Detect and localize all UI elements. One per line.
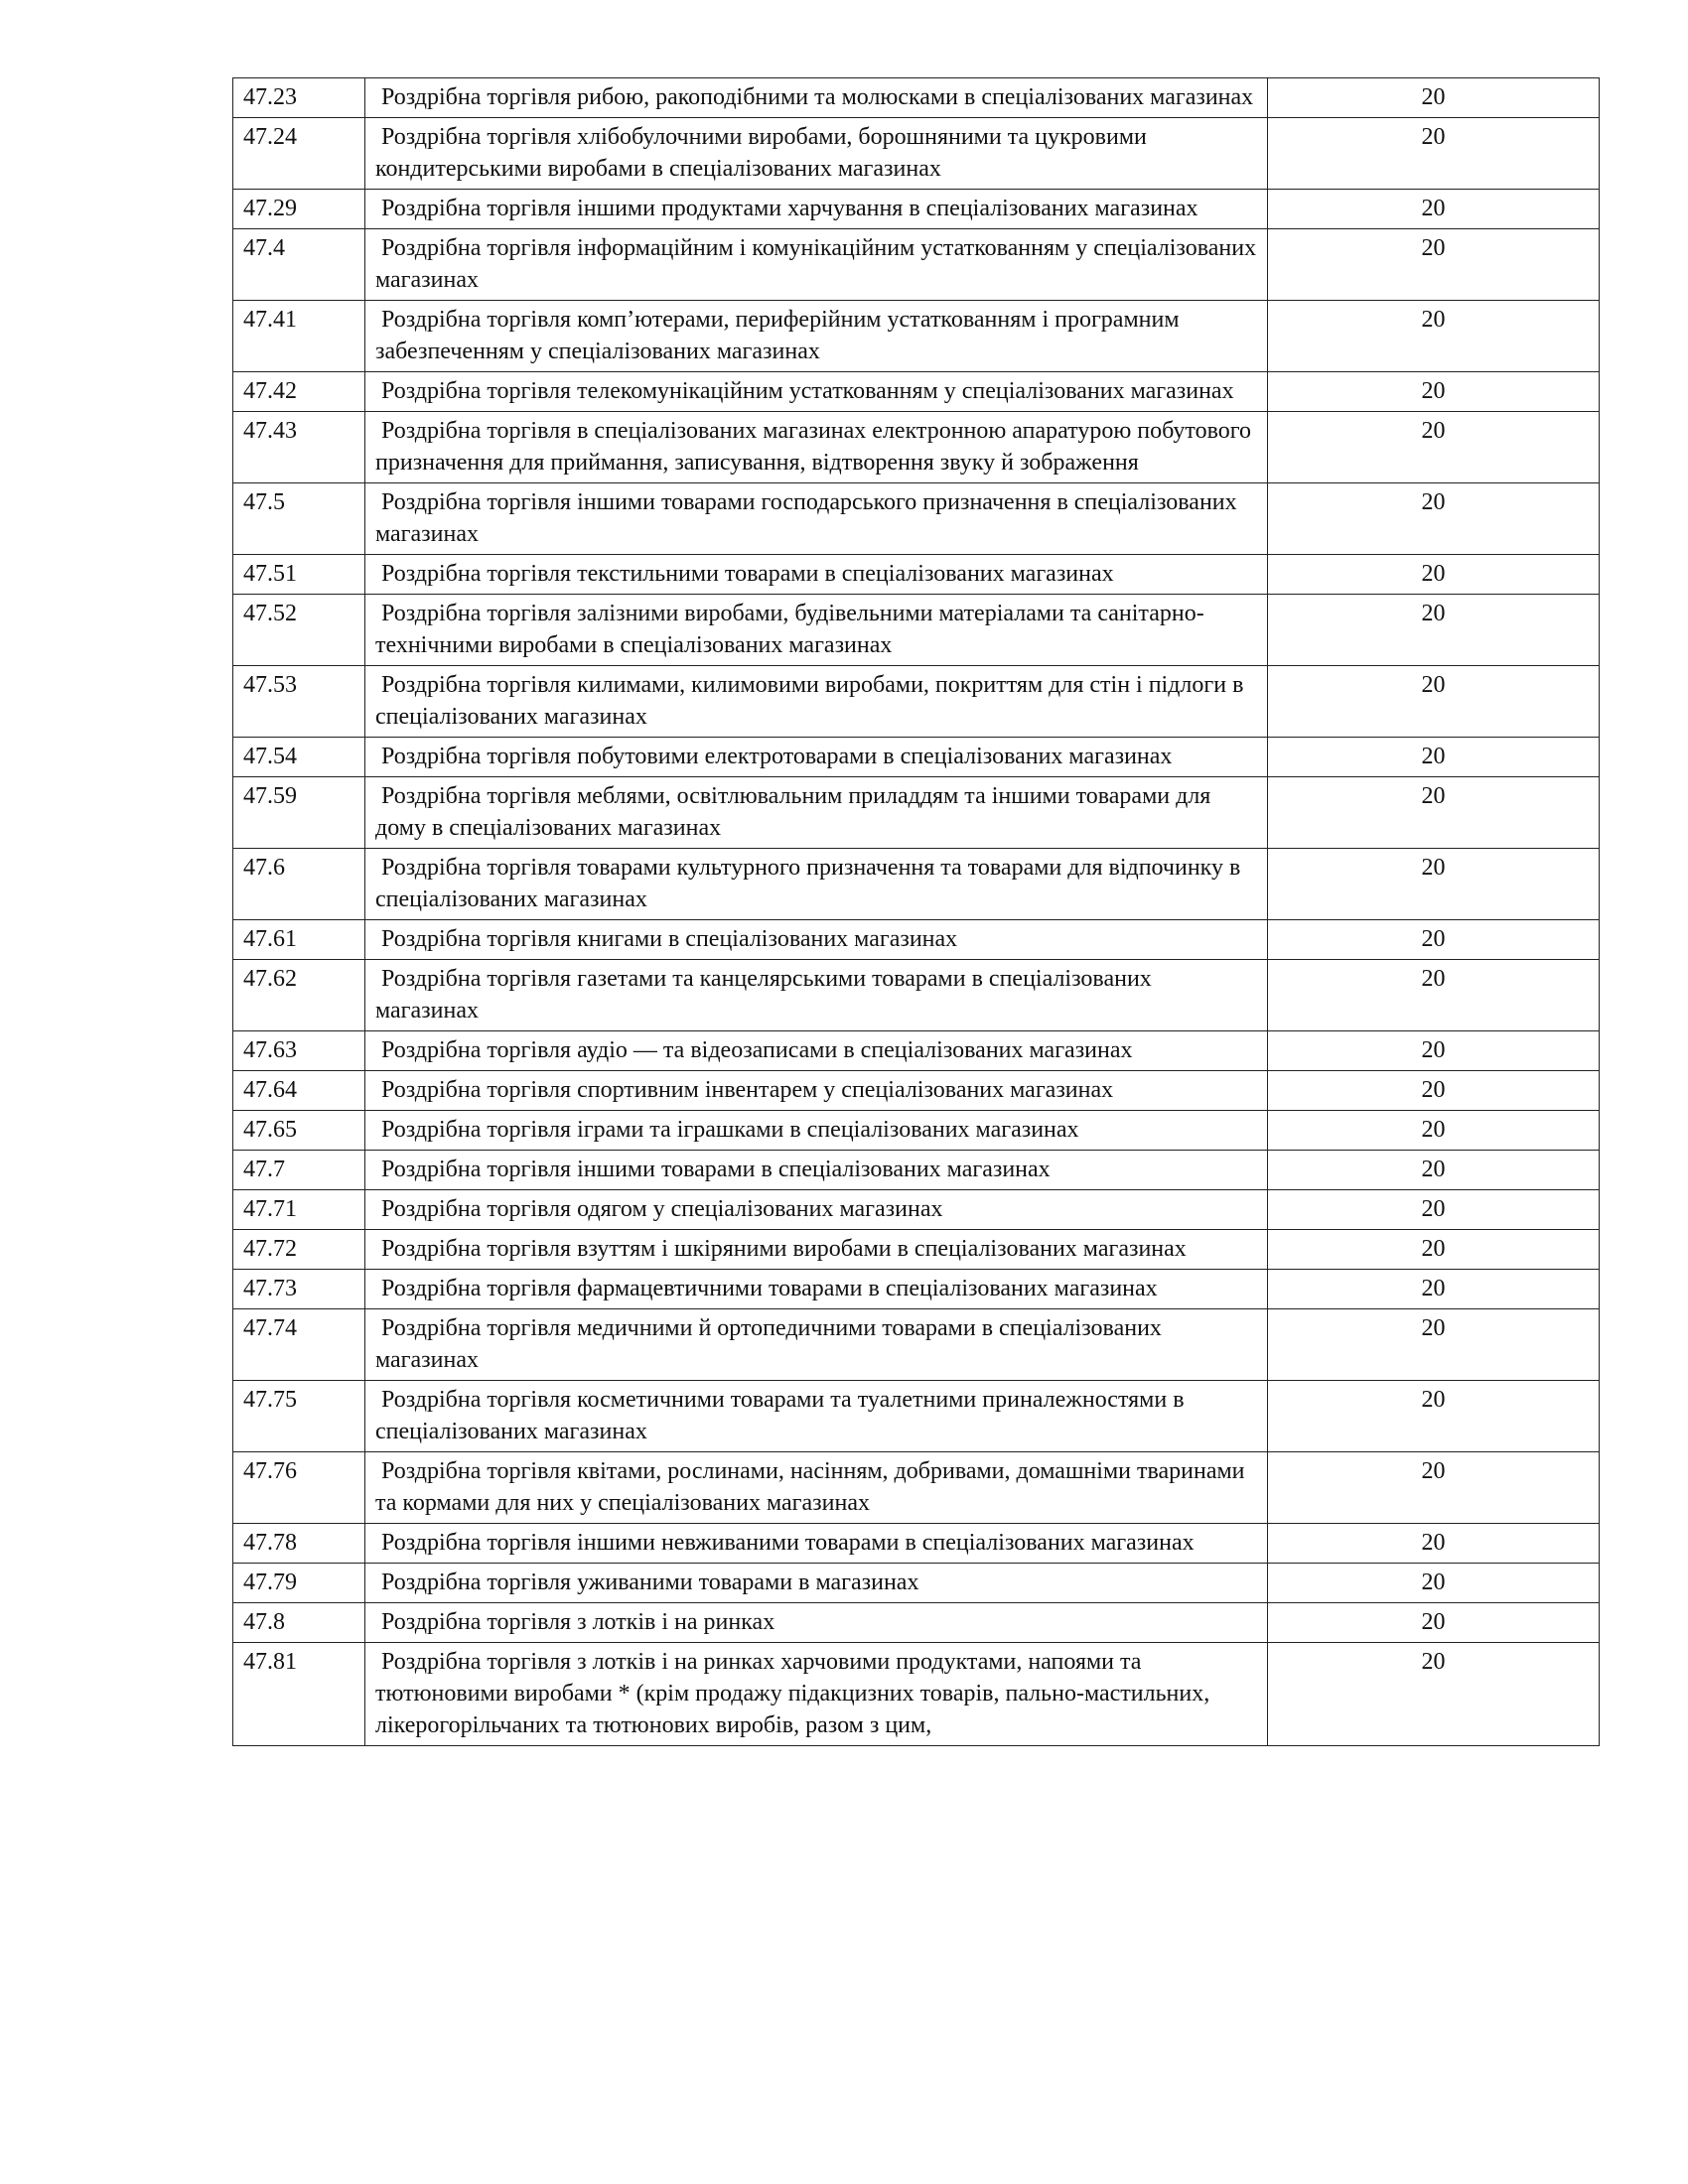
table-row bbox=[233, 1643, 1600, 1746]
rate-value-cell: 20 bbox=[1268, 229, 1600, 301]
table-row bbox=[233, 960, 1600, 1031]
table-row bbox=[233, 849, 1600, 920]
kved-code-cell: 47.63 bbox=[233, 1031, 365, 1071]
kved-code-cell: 47.23 bbox=[233, 78, 365, 118]
activity-description-cell: Роздрібна торгівля рибою, ракоподібними та молюсками в спеціалізованих магазинах bbox=[365, 78, 1268, 118]
table-row bbox=[233, 1270, 1600, 1309]
kved-code-cell: 47.71 bbox=[233, 1190, 365, 1230]
activity-description-cell: Роздрібна торгівля спортивним інвентарем у спеціалізованих магазинах bbox=[365, 1071, 1268, 1111]
table-row bbox=[233, 190, 1600, 229]
kved-code-cell: 47.52 bbox=[233, 595, 365, 666]
table-row bbox=[233, 1151, 1600, 1190]
kved-code-cell: 47.5 bbox=[233, 483, 365, 555]
rate-value-cell: 20 bbox=[1268, 1031, 1600, 1071]
activity-description-cell: Роздрібна торгівля фармацевтичними товарами в спеціалізованих магазинах bbox=[365, 1270, 1268, 1309]
activity-description-cell: Роздрібна торгівля аудіо — та відеозаписами в спеціалізованих магазинах bbox=[365, 1031, 1268, 1071]
kved-code-cell: 47.51 bbox=[233, 555, 365, 595]
table-row bbox=[233, 301, 1600, 372]
rate-value-cell: 20 bbox=[1268, 920, 1600, 960]
activity-description-cell: Роздрібна торгівля товарами культурного призначення та товарами для відпочинку в спеціалізованих магазинах bbox=[365, 849, 1268, 920]
activity-description-cell: Роздрібна торгівля медичними й ортопедичними товарами в спеціалізованих магазинах bbox=[365, 1309, 1268, 1381]
table-row bbox=[233, 595, 1600, 666]
table-row bbox=[233, 372, 1600, 412]
table-row bbox=[233, 666, 1600, 738]
table-row bbox=[233, 1452, 1600, 1524]
activity-description-cell: Роздрібна торгівля іншими товарами в спеціалізованих магазинах bbox=[365, 1151, 1268, 1190]
rate-value-cell: 20 bbox=[1268, 1190, 1600, 1230]
rate-value-cell: 20 bbox=[1268, 190, 1600, 229]
activity-description-cell: Роздрібна торгівля меблями, освітлювальним приладдям та іншими товарами для дому в спеціалізованих магазинах bbox=[365, 777, 1268, 849]
activity-description-cell: Роздрібна торгівля килимами, килимовими виробами, покриттям для стін і підлоги в спеціалізованих магазинах bbox=[365, 666, 1268, 738]
kved-code-cell: 47.43 bbox=[233, 412, 365, 483]
table-row bbox=[233, 229, 1600, 301]
kved-code-cell: 47.54 bbox=[233, 738, 365, 777]
kved-code-cell: 47.62 bbox=[233, 960, 365, 1031]
rate-value-cell: 20 bbox=[1268, 1309, 1600, 1381]
activity-description-cell: Роздрібна торгівля комп’ютерами, периферійним устаткованням і програмним забезпеченням у спеціалізованих магазинах bbox=[365, 301, 1268, 372]
table-row bbox=[233, 412, 1600, 483]
kved-code-cell: 47.73 bbox=[233, 1270, 365, 1309]
rate-value-cell: 20 bbox=[1268, 118, 1600, 190]
table-row bbox=[233, 1111, 1600, 1151]
activity-description-cell: Роздрібна торгівля взуттям і шкіряними виробами в спеціалізованих магазинах bbox=[365, 1230, 1268, 1270]
rate-value-cell: 20 bbox=[1268, 960, 1600, 1031]
rate-value-cell: 20 bbox=[1268, 849, 1600, 920]
rate-value-cell: 20 bbox=[1268, 595, 1600, 666]
activity-description-cell: Роздрібна торгівля побутовими електротоварами в спеціалізованих магазинах bbox=[365, 738, 1268, 777]
activity-description-cell: Роздрібна торгівля хлібобулочними виробами, борошняними та цукровими кондитерськими виробами в спеціалізованих магазинах bbox=[365, 118, 1268, 190]
rate-value-cell: 20 bbox=[1268, 1151, 1600, 1190]
table-row bbox=[233, 1309, 1600, 1381]
rate-value-cell: 20 bbox=[1268, 555, 1600, 595]
kved-code-cell: 47.59 bbox=[233, 777, 365, 849]
kved-code-cell: 47.75 bbox=[233, 1381, 365, 1452]
kved-code-cell: 47.76 bbox=[233, 1452, 365, 1524]
kved-code-cell: 47.24 bbox=[233, 118, 365, 190]
rate-value-cell: 20 bbox=[1268, 372, 1600, 412]
table-row bbox=[233, 1603, 1600, 1643]
table-row bbox=[233, 920, 1600, 960]
rate-value-cell: 20 bbox=[1268, 483, 1600, 555]
table-row bbox=[233, 1524, 1600, 1564]
activity-description-cell: Роздрібна торгівля книгами в спеціалізованих магазинах bbox=[365, 920, 1268, 960]
table-row bbox=[233, 777, 1600, 849]
activity-description-cell: Роздрібна торгівля текстильними товарами в спеціалізованих магазинах bbox=[365, 555, 1268, 595]
rate-value-cell: 20 bbox=[1268, 1564, 1600, 1603]
rate-value-cell: 20 bbox=[1268, 666, 1600, 738]
kved-code-cell: 47.81 bbox=[233, 1643, 365, 1746]
kved-code-cell: 47.61 bbox=[233, 920, 365, 960]
kved-code-cell: 47.79 bbox=[233, 1564, 365, 1603]
kved-code-cell: 47.29 bbox=[233, 190, 365, 229]
rate-value-cell: 20 bbox=[1268, 1452, 1600, 1524]
table-row bbox=[233, 1031, 1600, 1071]
activity-description-cell: Роздрібна торгівля іншими невживаними товарами в спеціалізованих магазинах bbox=[365, 1524, 1268, 1564]
kved-code-cell: 47.74 bbox=[233, 1309, 365, 1381]
rate-value-cell: 20 bbox=[1268, 78, 1600, 118]
rate-value-cell: 20 bbox=[1268, 777, 1600, 849]
activity-description-cell: Роздрібна торгівля з лотків і на ринках харчовими продуктами, напоями та тютюновими виробами * (крім продажу підакцизних товарів, пально-мастильних, лікерогорільчаних та тютюнових виробів, разом з цим, bbox=[365, 1643, 1268, 1746]
activity-description-cell: Роздрібна торгівля іншими продуктами харчування в спеціалізованих магазинах bbox=[365, 190, 1268, 229]
activity-description-cell: Роздрібна торгівля залізними виробами, будівельними матеріалами та санітарно-технічними виробами в спеціалізованих магазинах bbox=[365, 595, 1268, 666]
table-row bbox=[233, 1381, 1600, 1452]
kved-rates-table bbox=[232, 77, 1600, 1746]
table-row bbox=[233, 1564, 1600, 1603]
table-row bbox=[233, 1230, 1600, 1270]
rate-value-cell: 20 bbox=[1268, 301, 1600, 372]
kved-code-cell: 47.65 bbox=[233, 1111, 365, 1151]
rate-value-cell: 20 bbox=[1268, 1111, 1600, 1151]
rate-value-cell: 20 bbox=[1268, 1524, 1600, 1564]
activity-description-cell: Роздрібна торгівля іншими товарами господарського призначення в спеціалізованих магазинах bbox=[365, 483, 1268, 555]
rate-value-cell: 20 bbox=[1268, 1071, 1600, 1111]
kved-code-cell: 47.6 bbox=[233, 849, 365, 920]
table-row bbox=[233, 1071, 1600, 1111]
activity-description-cell: Роздрібна торгівля з лотків і на ринках bbox=[365, 1603, 1268, 1643]
activity-description-cell: Роздрібна торгівля телекомунікаційним устаткованням у спеціалізованих магазинах bbox=[365, 372, 1268, 412]
rate-value-cell: 20 bbox=[1268, 1603, 1600, 1643]
kved-code-cell: 47.64 bbox=[233, 1071, 365, 1111]
activity-description-cell: Роздрібна торгівля газетами та канцелярськими товарами в спеціалізованих магазинах bbox=[365, 960, 1268, 1031]
activity-description-cell: Роздрібна торгівля уживаними товарами в магазинах bbox=[365, 1564, 1268, 1603]
activity-description-cell: Роздрібна торгівля одягом у спеціалізованих магазинах bbox=[365, 1190, 1268, 1230]
table-row bbox=[233, 483, 1600, 555]
rate-value-cell: 20 bbox=[1268, 412, 1600, 483]
activity-description-cell: Роздрібна торгівля в спеціалізованих магазинах електронною апаратурою побутового призначення для приймання, записування, відтворення звуку й зображення bbox=[365, 412, 1268, 483]
kved-code-cell: 47.72 bbox=[233, 1230, 365, 1270]
kved-code-cell: 47.78 bbox=[233, 1524, 365, 1564]
rate-value-cell: 20 bbox=[1268, 1643, 1600, 1746]
kved-code-cell: 47.4 bbox=[233, 229, 365, 301]
kved-code-cell: 47.7 bbox=[233, 1151, 365, 1190]
table-row bbox=[233, 118, 1600, 190]
table-body bbox=[233, 78, 1600, 1746]
activity-description-cell: Роздрібна торгівля косметичними товарами та туалетними приналежностями в спеціалізованих магазинах bbox=[365, 1381, 1268, 1452]
table-row bbox=[233, 1190, 1600, 1230]
kved-code-cell: 47.8 bbox=[233, 1603, 365, 1643]
activity-description-cell: Роздрібна торгівля інформаційним і комунікаційним устаткованням у спеціалізованих магазинах bbox=[365, 229, 1268, 301]
activity-description-cell: Роздрібна торгівля іграми та іграшками в спеціалізованих магазинах bbox=[365, 1111, 1268, 1151]
rate-value-cell: 20 bbox=[1268, 1230, 1600, 1270]
table-row bbox=[233, 78, 1600, 118]
table-row bbox=[233, 555, 1600, 595]
rate-value-cell: 20 bbox=[1268, 1381, 1600, 1452]
activity-description-cell: Роздрібна торгівля квітами, рослинами, насінням, добривами, домашніми тваринами та кормами для них у спеціалізованих магазинах bbox=[365, 1452, 1268, 1524]
table-row bbox=[233, 738, 1600, 777]
kved-code-cell: 47.42 bbox=[233, 372, 365, 412]
kved-code-cell: 47.53 bbox=[233, 666, 365, 738]
rate-value-cell: 20 bbox=[1268, 1270, 1600, 1309]
rate-value-cell: 20 bbox=[1268, 738, 1600, 777]
kved-code-cell: 47.41 bbox=[233, 301, 365, 372]
